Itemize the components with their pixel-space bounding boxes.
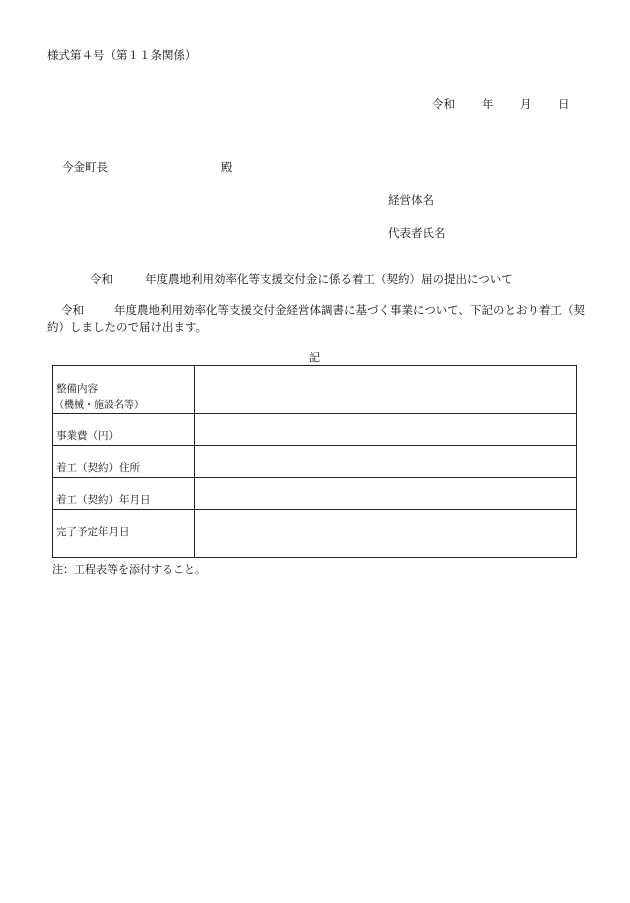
date-month: 月 (520, 97, 532, 111)
table-value-cell[interactable] (195, 414, 577, 446)
table-label-cell (53, 366, 195, 414)
date-line (432, 96, 570, 112)
table-label-cell (53, 478, 195, 510)
table-label-cell (53, 446, 195, 478)
table-row (53, 478, 577, 510)
table-label-cell (53, 414, 195, 446)
org-name-label: 経営体名 (388, 193, 434, 207)
addressee: 今金町長 (62, 160, 108, 174)
subject-text: 年度農地利用効率化等支援交付金に係る着工（契約）届の提出について (145, 272, 513, 286)
table-label-cell (53, 510, 195, 558)
form-number: 様式第４号（第１１条関係） (47, 48, 197, 62)
date-year: 年 (482, 97, 494, 111)
footnote: 注：工程表等を添付すること。 (52, 563, 206, 576)
subject-era: 令和 (90, 272, 113, 286)
table-row (53, 446, 577, 478)
body-text: 年度農地利用効率化等支援交付金経営体調書に基づく事業について、下記のとおり着工（契約）しましたので届け出ます。 (47, 303, 586, 334)
honorific: 殿 (221, 160, 233, 174)
date-day: 日 (558, 97, 570, 111)
table-label: 事業費（円） (56, 430, 119, 442)
table-label: 着工（契約）年月日 (56, 494, 151, 506)
table-label: 着工（契約）住所 (56, 462, 140, 474)
table-row (53, 510, 577, 558)
table-label: 整備内容 (56, 383, 98, 395)
table-row (53, 366, 577, 414)
body-paragraph (47, 302, 587, 336)
body-era: 令和 (61, 303, 84, 317)
table-value-cell[interactable] (195, 446, 577, 478)
table-label-sub: （機械・施設名等） (54, 400, 144, 411)
date-era: 令和 (432, 97, 455, 111)
table-value-cell[interactable] (195, 478, 577, 510)
representative-name-label: 代表者氏名 (388, 226, 446, 240)
table-row (53, 414, 577, 446)
table-label: 完了予定年月日 (56, 526, 130, 538)
detail-table (52, 365, 577, 558)
subject-title (90, 271, 513, 287)
section-heading-ki: 記 (309, 351, 320, 364)
table-value-cell[interactable] (195, 510, 577, 558)
table-value-cell[interactable] (195, 366, 577, 414)
